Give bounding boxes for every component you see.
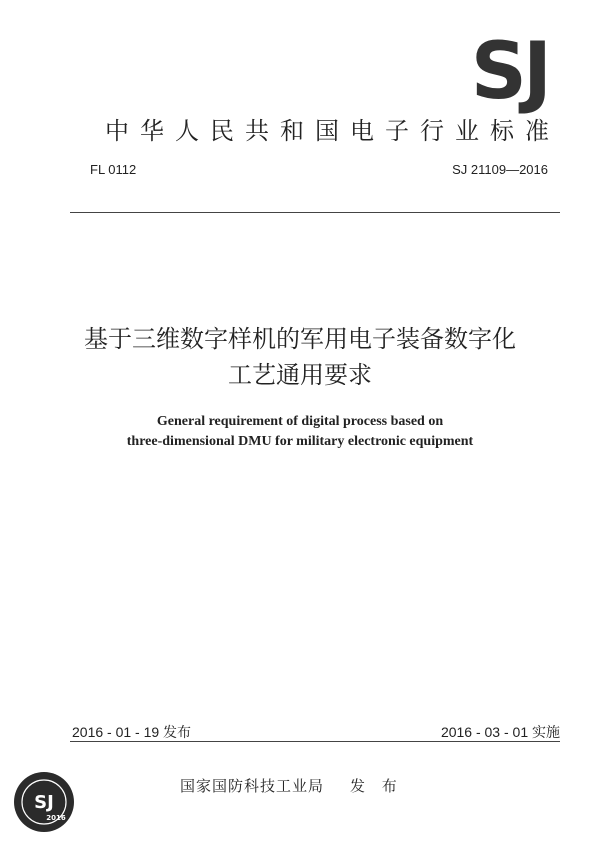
issuer-action: 发 布 (350, 777, 403, 795)
seal-text: SJ (34, 792, 54, 813)
implement-date: 2016 - 03 - 01 实施 (440, 724, 560, 740)
seal-year: 2016 (46, 814, 66, 822)
sj-logo: SJ (470, 27, 548, 117)
standards-seal-icon (12, 770, 76, 834)
issuer-name: 国家国防科技工业局 (180, 777, 325, 795)
release-date: 2016 - 01 - 19 发布 (72, 724, 192, 740)
title-en-line1: General requirement of digital process based on (156, 414, 444, 429)
standard-number: SJ 21109—2016 (452, 162, 548, 177)
issuer-line (180, 775, 403, 796)
title-cn-line2: 工艺通用要求 (228, 361, 372, 389)
title-cn-line1: 基于三维数字样机的军用电子装备数字化 (84, 325, 516, 353)
classification-code: FL 0112 (90, 162, 137, 177)
header-divider (70, 212, 560, 213)
footer-divider (70, 741, 560, 742)
standard-category-title: 中华人民共和国电子行业标准 (105, 117, 560, 145)
title-en-line2: three-dimensional DMU for military electronic equipment (126, 434, 474, 449)
